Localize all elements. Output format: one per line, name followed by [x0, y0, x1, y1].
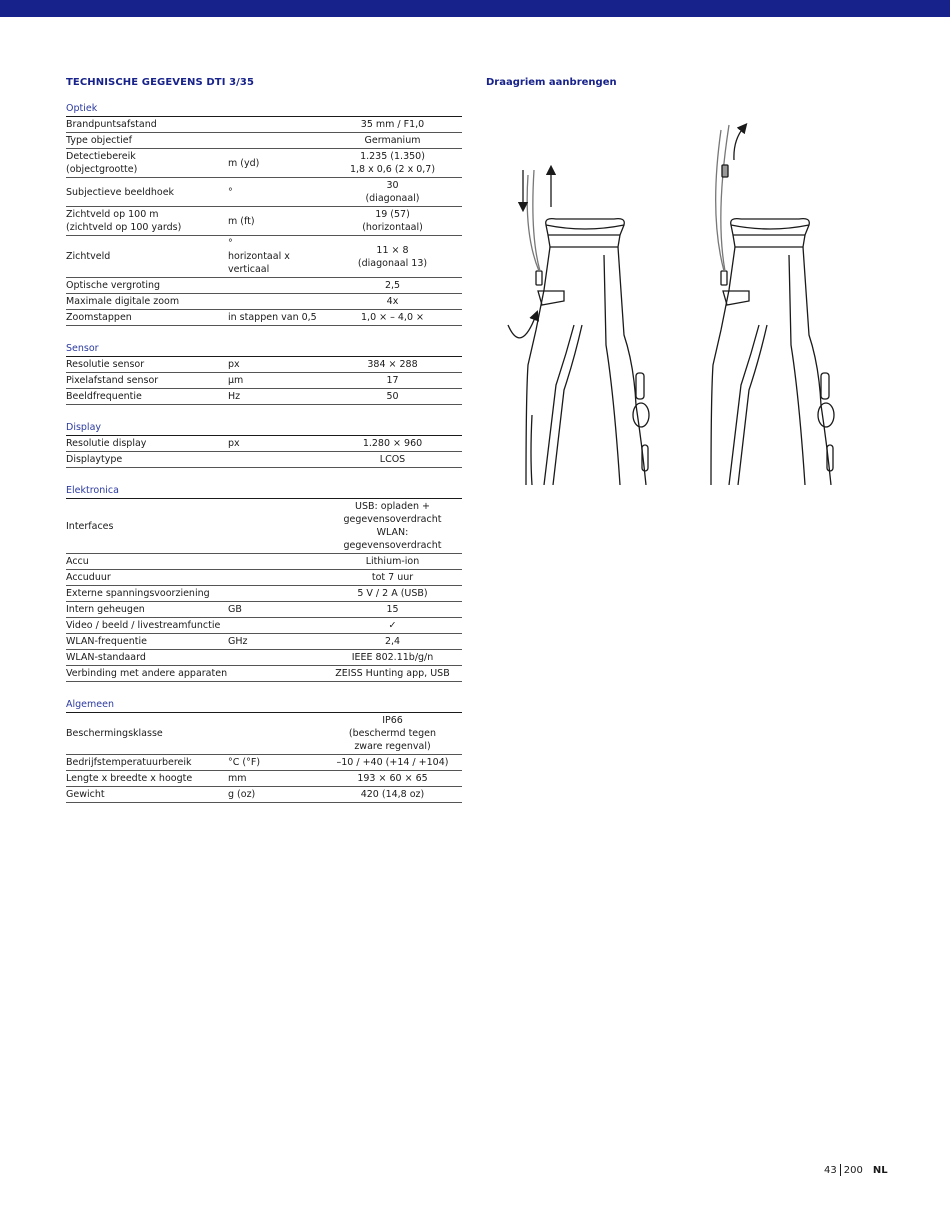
spec-label: Displaytype: [66, 454, 123, 465]
spec-unit: [228, 561, 323, 563]
spec-unit: °: [228, 186, 233, 198]
spec-row: [66, 570, 462, 586]
spec-unit: m (yd): [228, 157, 260, 169]
spec-label: Zichtveld op 100 m (zichtveld op 100 yards): [66, 209, 182, 233]
spec-row: [66, 499, 462, 554]
spec-unit: [228, 459, 323, 461]
spec-unit: [228, 733, 323, 735]
spec-label: Maximale digitale zoom: [66, 296, 180, 307]
language-code: NL: [872, 1164, 888, 1176]
spec-label: Bedrijfstemperatuurbereik: [66, 757, 192, 768]
spec-row: [66, 149, 462, 178]
spec-row: [66, 373, 462, 389]
spec-unit: px: [228, 438, 240, 449]
device-right-drawing: [711, 125, 834, 485]
spec-row: [66, 586, 462, 602]
spec-value: 1,0 × – 4,0 ×: [361, 312, 424, 323]
spec-row: [66, 357, 462, 373]
spec-unit: ° horizontaal x verticaal: [228, 238, 290, 275]
spec-label: Accu: [66, 556, 89, 567]
spec-table: [66, 100, 462, 817]
spec-label: Verbinding met andere apparaten: [66, 668, 228, 679]
spec-label: Accuduur: [66, 572, 111, 583]
page-number: 43: [824, 1164, 837, 1176]
spec-value: 4x: [386, 296, 399, 307]
spec-row: [66, 133, 462, 149]
spec-row: [66, 452, 462, 468]
spec-label: Beschermingsklasse: [66, 728, 163, 739]
spec-row: [66, 236, 462, 278]
spec-unit: [228, 673, 323, 675]
spec-unit: mm: [228, 773, 247, 784]
spec-unit: GB: [228, 604, 242, 615]
spec-label: Optische vergroting: [66, 280, 161, 291]
spec-label: Video / beeld / livestreamfunctie: [66, 620, 221, 631]
spec-unit: [228, 577, 323, 579]
spec-label: WLAN-frequentie: [66, 636, 147, 647]
spec-value: 420 (14,8 oz): [360, 789, 425, 800]
spec-label: Gewicht: [66, 789, 105, 800]
spec-unit: [228, 657, 323, 659]
spec-section: [66, 482, 462, 682]
spec-row: [66, 310, 462, 326]
spec-unit: g (oz): [228, 789, 256, 800]
spec-unit: [228, 625, 323, 627]
spec-label: Externe spanningsvoorziening: [66, 588, 210, 599]
spec-value: 5 V / 2 A (USB): [357, 588, 428, 599]
page-footer: [824, 1164, 888, 1176]
spec-row: [66, 178, 462, 207]
spec-row: [66, 294, 462, 310]
spec-value: Lithium-ion: [365, 556, 420, 567]
spec-unit: [228, 301, 323, 303]
spec-value: 15: [386, 604, 399, 615]
spec-value: USB: opladen + gegevensoverdracht WLAN: gegevensoverdracht: [343, 501, 442, 551]
spec-row: [66, 771, 462, 787]
spec-row: [66, 436, 462, 452]
page-total: 200: [843, 1164, 863, 1176]
section-title: Optiek: [66, 100, 462, 117]
spec-unit: [228, 124, 323, 126]
top-brand-bar: [0, 0, 950, 17]
spec-value: 35 mm / F1,0: [360, 119, 425, 130]
spec-value: 384 × 288: [367, 359, 418, 370]
spec-value: 19 (57) (horizontaal): [362, 209, 423, 233]
spec-value: 193 × 60 × 65: [357, 773, 428, 784]
page-title: TECHNISCHE GEGEVENS DTI 3/35: [66, 77, 255, 88]
spec-unit: [228, 525, 323, 527]
spec-unit: GHz: [228, 636, 248, 647]
spec-label: Resolutie display: [66, 438, 147, 449]
spec-unit: [228, 593, 323, 595]
spec-value: LCOS: [379, 454, 406, 465]
spec-label: Intern geheugen: [66, 604, 145, 615]
spec-label: Interfaces: [66, 520, 114, 532]
spec-label: Lengte x breedte x hoogte: [66, 773, 193, 784]
spec-unit: °C (°F): [228, 757, 261, 768]
spec-label: Brandpuntsafstand: [66, 119, 157, 130]
spec-row: [66, 602, 462, 618]
device-left-drawing: [508, 170, 649, 485]
section-title: Display: [66, 419, 462, 436]
section-title: Elektronica: [66, 482, 462, 499]
spec-value: IEEE 802.11b/g/n: [351, 652, 434, 663]
spec-unit: px: [228, 359, 240, 370]
spec-label: Zoomstappen: [66, 312, 132, 323]
spec-value: Germanium: [364, 135, 421, 146]
spec-value: 50: [386, 391, 399, 402]
spec-row: [66, 755, 462, 771]
spec-label: Detectiebereik (objectgrootte): [66, 151, 138, 175]
spec-label: WLAN-standaard: [66, 652, 146, 663]
spec-row: [66, 650, 462, 666]
spec-label: Type objectief: [66, 135, 132, 146]
section-title: Algemeen: [66, 696, 462, 713]
spec-value: 17: [386, 375, 399, 386]
spec-row: [66, 554, 462, 570]
spec-section: [66, 696, 462, 803]
spec-label: Resolutie sensor: [66, 359, 145, 370]
spec-value: 1.235 (1.350) 1,8 x 0,6 (2 x 0,7): [349, 151, 436, 175]
spec-value: IP66 (beschermd tegen zware regenval): [348, 715, 437, 752]
section-title: Sensor: [66, 340, 462, 357]
spec-row: [66, 389, 462, 405]
spec-value: 11 × 8 (diagonaal 13): [357, 244, 428, 269]
spec-value: 2,4: [384, 636, 401, 647]
spec-unit: µm: [228, 375, 244, 386]
spec-unit: Hz: [228, 391, 241, 402]
spec-unit: [228, 140, 323, 142]
spec-value: 2,5: [384, 280, 401, 291]
spec-row: [66, 618, 462, 634]
strap-section-title: Draagriem aanbrengen: [486, 77, 617, 88]
spec-unit: [228, 285, 323, 287]
spec-row: [66, 634, 462, 650]
footer-divider: [840, 1164, 841, 1176]
spec-section: [66, 340, 462, 405]
spec-unit: m (ft): [228, 215, 255, 227]
strap-attachment-illustration: [496, 115, 846, 485]
spec-value: tot 7 uur: [371, 572, 414, 583]
spec-label: Subjectieve beeldhoek: [66, 186, 175, 198]
spec-row: [66, 278, 462, 294]
spec-label: Beeldfrequentie: [66, 391, 142, 402]
spec-value: ZEISS Hunting app, USB: [335, 668, 450, 679]
spec-unit: in stappen van 0,5: [228, 312, 317, 323]
spec-row: [66, 117, 462, 133]
spec-label: Pixelafstand sensor: [66, 375, 159, 386]
spec-row: [66, 713, 462, 755]
spec-row: [66, 666, 462, 682]
spec-section: [66, 419, 462, 468]
spec-value: –10 / +40 (+14 / +104): [336, 757, 449, 768]
spec-row: [66, 207, 462, 236]
spec-row: [66, 787, 462, 803]
spec-section: [66, 100, 462, 326]
spec-value: 1.280 × 960: [362, 438, 423, 449]
spec-label: Zichtveld: [66, 251, 111, 262]
spec-value: 30 (diagonaal): [365, 180, 420, 204]
spec-value: ✓: [388, 620, 397, 631]
